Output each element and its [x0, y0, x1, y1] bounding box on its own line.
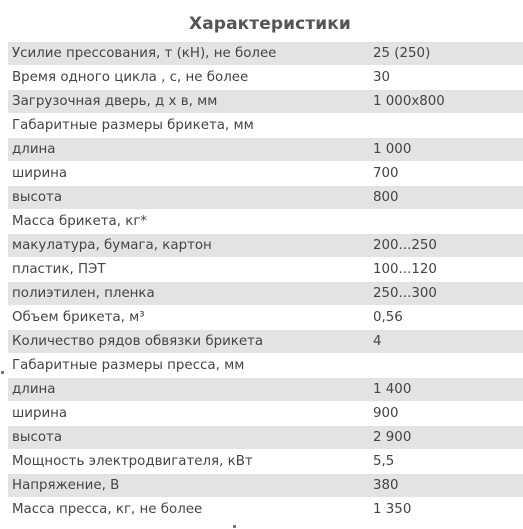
value-cell: 380 [368, 474, 523, 498]
param-cell: ширина [8, 402, 368, 426]
value-cell [368, 210, 523, 234]
specifications-table [8, 42, 523, 522]
table-row [8, 402, 523, 426]
param-cell: Габаритные размеры брикета, мм [8, 114, 368, 138]
param-cell: высота [8, 186, 368, 210]
param-cell: высота [8, 426, 368, 450]
value-cell: 1 400 [368, 378, 523, 402]
stray-mark [1, 371, 4, 374]
table-row [8, 258, 523, 282]
table-row [8, 90, 523, 114]
value-cell: 5,5 [368, 450, 523, 474]
table-row [8, 234, 523, 258]
table-row [8, 162, 523, 186]
param-cell: Объем брикета, м³ [8, 306, 368, 330]
value-cell: 0,56 [368, 306, 523, 330]
table-row [8, 210, 523, 234]
value-cell: 30 [368, 66, 523, 90]
value-cell [368, 114, 523, 138]
table-row [8, 498, 523, 522]
param-cell: Количество рядов обвязки брикета [8, 330, 368, 354]
param-cell: Масса брикета, кг* [8, 210, 368, 234]
param-cell: Габаритные размеры пресса, мм [8, 354, 368, 378]
param-cell: макулатура, бумага, картон [8, 234, 368, 258]
param-cell: ширина [8, 162, 368, 186]
param-cell: Усилие прессования, т (кН), не более [8, 42, 368, 66]
table-row [8, 282, 523, 306]
param-cell: Масса пресса, кг, не более [8, 498, 368, 522]
param-cell: Загрузочная дверь, д х в, мм [8, 90, 368, 114]
table-row [8, 114, 523, 138]
value-cell [368, 354, 523, 378]
param-cell: Мощность электродвигателя, кВт [8, 450, 368, 474]
value-cell: 4 [368, 330, 523, 354]
table-row [8, 186, 523, 210]
value-cell: 25 (250) [368, 42, 523, 66]
table-row [8, 306, 523, 330]
table-row [8, 138, 523, 162]
value-cell: 1 000 [368, 138, 523, 162]
table-row [8, 42, 523, 66]
value-cell: 900 [368, 402, 523, 426]
param-cell: длина [8, 378, 368, 402]
param-cell: пластик, ПЭТ [8, 258, 368, 282]
value-cell: 200...250 [368, 234, 523, 258]
value-cell: 1 350 [368, 498, 523, 522]
table-row [8, 474, 523, 498]
value-cell: 700 [368, 162, 523, 186]
value-cell: 100...120 [368, 258, 523, 282]
table-row [8, 426, 523, 450]
table-row [8, 66, 523, 90]
param-cell: длина [8, 138, 368, 162]
param-cell: Напряжение, В [8, 474, 368, 498]
table-row [8, 354, 523, 378]
table-row [8, 330, 523, 354]
param-cell: Время одного цикла , с, не более [8, 66, 368, 90]
value-cell: 250...300 [368, 282, 523, 306]
value-cell: 1 000х800 [368, 90, 523, 114]
table-row [8, 450, 523, 474]
page-title: Характеристики [189, 14, 351, 34]
param-cell: полиэтилен, пленка [8, 282, 368, 306]
stray-mark-bottom [233, 525, 236, 528]
value-cell: 800 [368, 186, 523, 210]
table-row [8, 378, 523, 402]
value-cell: 2 900 [368, 426, 523, 450]
